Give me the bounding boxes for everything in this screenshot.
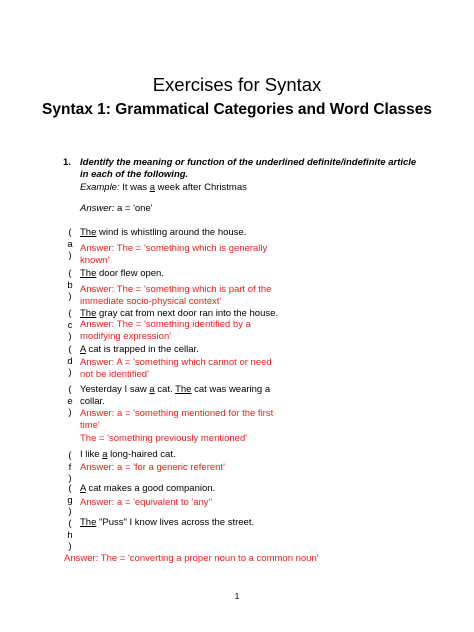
item-c-answer: Answer: The = 'something identified by a modifying expression'	[80, 319, 251, 342]
example-pre: It was	[122, 182, 148, 193]
item-b-answer: Answer: The = 'something which is part of the immediate socio-physical context'	[80, 284, 272, 307]
document-title: Exercises for Syntax	[152, 74, 322, 95]
item-e-answer-2: The = 'something previously mentioned'	[80, 433, 248, 444]
question-number: 1.	[63, 157, 71, 168]
item-b-sentence: The door flew open.	[80, 268, 164, 279]
item-d-answer: Answer: A = 'something which cannot or need not be identified'	[80, 357, 272, 380]
item-e-answer: Answer: a = 'something mentioned for the first time'	[80, 408, 274, 431]
item-c-sentence: The gray cat from next door ran into the house.	[80, 308, 279, 319]
item-h-label: ( h )	[67, 518, 73, 552]
item-d-sentence: A cat is trapped in the cellar.	[80, 344, 199, 355]
item-h-answer: Answer: The = 'converting a proper noun to a common noun'	[64, 553, 319, 564]
item-f-sentence: I like a long-haired cat.	[80, 449, 176, 460]
item-g-label: ( g )	[67, 483, 73, 517]
item-f-answer: Answer: a = 'for a generic referent'	[80, 462, 225, 473]
item-a-sentence: The wind is whistling around the house.	[80, 227, 247, 238]
example-answer-text: a = 'one'	[116, 203, 153, 214]
item-h-sentence: The "Puss" I know lives across the street.	[80, 517, 255, 528]
item-g-answer: Answer: a = 'equivalent to 'any''	[80, 497, 213, 508]
example-post: week after Christmas	[157, 182, 247, 193]
item-f-label: ( f )	[68, 450, 72, 484]
question-text: Identify the meaning or function of the underlined definite/indefinite article in each of the following.	[80, 157, 417, 180]
item-c-label: ( c )	[67, 308, 73, 342]
item-e-sentence: Yesterday I saw a cat. The cat was wearing a collar.	[80, 384, 271, 407]
example-answer-line	[80, 203, 153, 214]
item-b-label: ( b )	[67, 268, 73, 302]
example-label: Example:	[80, 182, 120, 193]
item-d-label: ( d )	[67, 344, 73, 378]
item-a-label: ( a )	[67, 227, 73, 261]
example-line	[80, 182, 247, 193]
item-a-answer: Answer: The = 'something which is generally known'	[80, 243, 268, 266]
example-underlined: a	[149, 182, 155, 193]
document-subtitle: Syntax 1: Grammatical Categories and Word Classes	[42, 101, 432, 118]
item-g-sentence: A cat makes a good companion.	[80, 483, 216, 494]
item-e-label: ( e )	[67, 384, 73, 418]
example-answer-label: Answer:	[80, 203, 115, 214]
page-number: 1	[234, 591, 240, 601]
